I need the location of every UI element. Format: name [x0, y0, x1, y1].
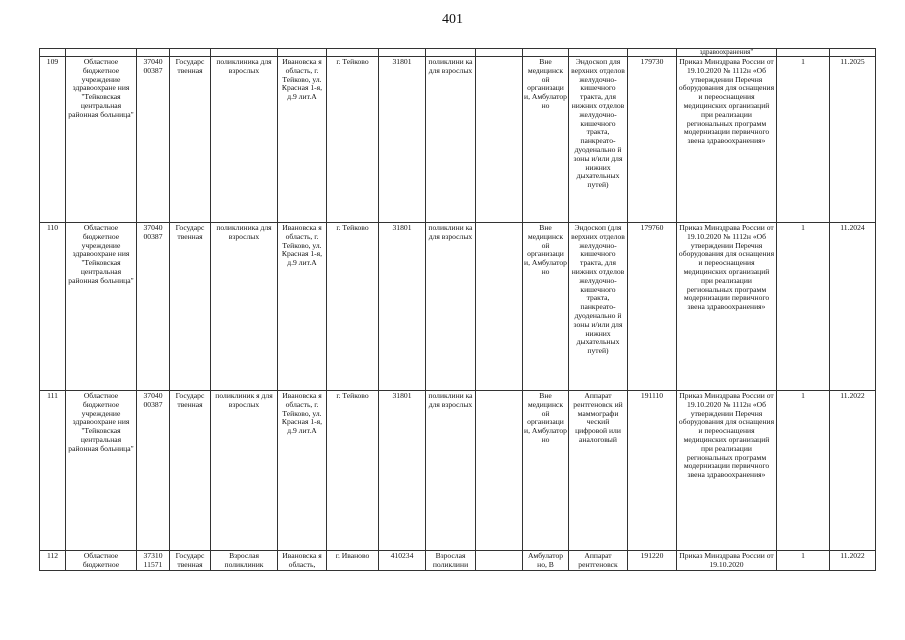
cell-eq-code: 191220	[628, 551, 677, 571]
cell-qty	[777, 49, 830, 57]
cell-org	[66, 49, 137, 57]
equipment-table-container	[39, 48, 876, 571]
cell-extra	[476, 49, 523, 57]
cell-form: Государс твенная	[170, 551, 211, 571]
page-number: 401	[442, 12, 463, 27]
cell-subdivision	[426, 49, 476, 57]
cell-city: г. Тейково	[327, 57, 379, 223]
cell-eq-code	[628, 49, 677, 57]
cell-address: Ивановска я область,	[278, 551, 327, 571]
cell-date: 11.2025	[830, 57, 876, 223]
cell-date	[830, 49, 876, 57]
cell-code: 37040 00387	[137, 391, 170, 551]
cell-eq-code: 179730	[628, 57, 677, 223]
cell-care-type	[523, 49, 569, 57]
cell-doc: Приказ Минздрава России от 19.10.2020 № 1112н «Об утверждении Перечня оборудования для оснащения и переоснащения медицинских организаций при реализации региональных программ модернизации первичного звена здравоохранения»	[677, 57, 777, 223]
table-row	[40, 551, 876, 571]
cell-code: 37040 00387	[137, 223, 170, 391]
cell-org: Областное бюджетное	[66, 551, 137, 571]
cell-num	[40, 49, 66, 57]
cell-okato: 31801	[379, 223, 426, 391]
cell-doc: здравоохранения"	[677, 49, 777, 57]
cell-extra	[476, 551, 523, 571]
cell-okato	[379, 49, 426, 57]
table-row-partial	[40, 49, 876, 57]
cell-care-type: Вне медицинск ой организаци и, Амбулатор но	[523, 391, 569, 551]
cell-org: Областное бюджетное учреждение здравоохране ния "Тейковская центральная районная больница"	[66, 391, 137, 551]
cell-equipment: Аппарат рентгеновск ий маммографи ческий цифровой или аналоговый	[569, 391, 628, 551]
cell-code	[137, 49, 170, 57]
cell-org: Областное бюджетное учреждение здравоохране ния "Тейковская центральная районная больница"	[66, 223, 137, 391]
cell-form: Государс твенная	[170, 391, 211, 551]
cell-form: Государс твенная	[170, 57, 211, 223]
cell-extra	[476, 57, 523, 223]
table-row	[40, 391, 876, 551]
table-row	[40, 57, 876, 223]
cell-address: Ивановска я область, г. Тейково, ул. Красная 1-я, д.9 лит.А	[278, 57, 327, 223]
cell-qty: 1	[777, 223, 830, 391]
cell-city: г. Тейково	[327, 391, 379, 551]
cell-code: 37040 00387	[137, 57, 170, 223]
cell-doc: Приказ Минздрава России от 19.10.2020	[677, 551, 777, 571]
cell-okato: 31801	[379, 57, 426, 223]
cell-equipment: Эндоскоп (для верхних отделов желудочно- кишечного тракта, для нижних отделов желудочно- кишечного тракта, панкреато- дуоденально й зоны и/или для нижних дыхательных путей)	[569, 223, 628, 391]
cell-eq-code: 179760	[628, 223, 677, 391]
cell-okato: 31801	[379, 391, 426, 551]
cell-code: 37310 11571	[137, 551, 170, 571]
cell-doc: Приказ Минздрава России от 19.10.2020 № 1112н «Об утверждении Перечня оборудования для оснащения и переоснащения медицинских организаций при реализации региональных программ модернизации первичного звена здравоохранения»	[677, 223, 777, 391]
cell-division: поликлиника для взрослых	[211, 223, 278, 391]
cell-num: 111	[40, 391, 66, 551]
cell-division: Взрослая поликлиник	[211, 551, 278, 571]
cell-extra	[476, 223, 523, 391]
cell-city: г. Тейково	[327, 223, 379, 391]
cell-care-type: Амбулатор но, В	[523, 551, 569, 571]
cell-qty: 1	[777, 57, 830, 223]
cell-equipment: Аппарат рентгеновск	[569, 551, 628, 571]
equipment-table	[39, 48, 876, 571]
cell-form: Государс твенная	[170, 223, 211, 391]
cell-num: 112	[40, 551, 66, 571]
cell-equipment: Эндоскоп для верхних отделов желудочно- кишечного тракта, для нижних отделов желудочно- кишечного тракта, панкреато- дуоденально й зоны и/или для нижних дыхательных путей)	[569, 57, 628, 223]
cell-num: 110	[40, 223, 66, 391]
cell-num: 109	[40, 57, 66, 223]
cell-equipment	[569, 49, 628, 57]
cell-subdivision: поликлини ка для взрослых	[426, 57, 476, 223]
table-row	[40, 223, 876, 391]
cell-care-type: Вне медицинск ой организаци и, Амбулатор но	[523, 223, 569, 391]
cell-doc: Приказ Минздрава России от 19.10.2020 № 1112н «Об утверждении Перечня оборудования для оснащения и переоснащения медицинских организаций при реализации региональных программ модернизации первичного звена здравоохранения»	[677, 391, 777, 551]
cell-qty: 1	[777, 391, 830, 551]
cell-city	[327, 49, 379, 57]
cell-division: поликлиника для взрослых	[211, 57, 278, 223]
cell-address	[278, 49, 327, 57]
cell-division: поликлиник я для взрослых	[211, 391, 278, 551]
cell-address: Ивановска я область, г. Тейково, ул. Красная 1-я, д.9 лит.А	[278, 223, 327, 391]
cell-eq-code: 191110	[628, 391, 677, 551]
cell-form	[170, 49, 211, 57]
cell-subdivision: поликлини ка для взрослых	[426, 223, 476, 391]
cell-extra	[476, 391, 523, 551]
cell-date: 11.2022	[830, 391, 876, 551]
cell-subdivision: Взрослая поликлини	[426, 551, 476, 571]
cell-division	[211, 49, 278, 57]
cell-subdivision: поликлини ка для взрослых	[426, 391, 476, 551]
cell-org: Областное бюджетное учреждение здравоохране ния "Тейковская центральная районная больница"	[66, 57, 137, 223]
cell-city: г. Иваново	[327, 551, 379, 571]
cell-date: 11.2024	[830, 223, 876, 391]
cell-okato: 410234	[379, 551, 426, 571]
cell-address: Ивановска я область, г. Тейково, ул. Красная 1-я, д.9 лит.А	[278, 391, 327, 551]
cell-qty: 1	[777, 551, 830, 571]
cell-date: 11.2022	[830, 551, 876, 571]
cell-care-type: Вне медицинск ой организаци и, Амбулатор но	[523, 57, 569, 223]
